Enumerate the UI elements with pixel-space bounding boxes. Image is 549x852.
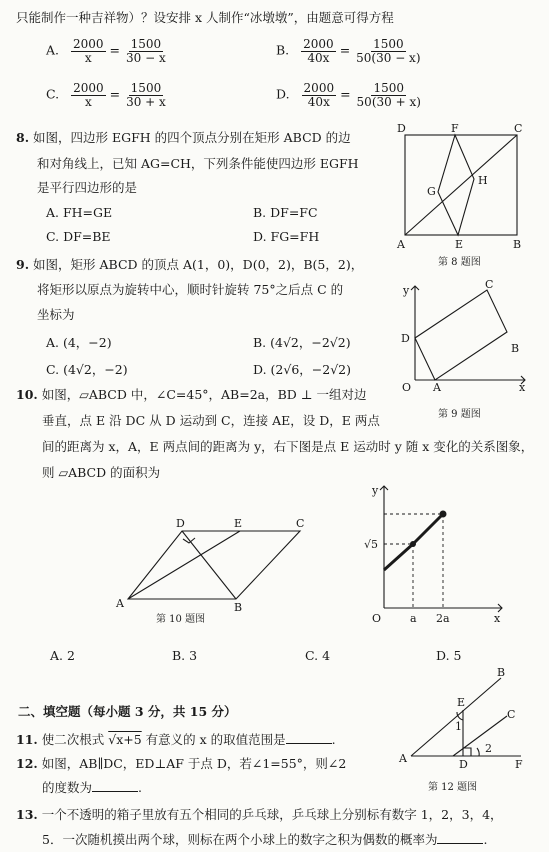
label-a: A [116, 597, 124, 610]
q12-line2: 的度数为 . [42, 780, 142, 795]
label-2a: 2a [436, 612, 450, 625]
radical-expression: √x+5 [108, 732, 142, 747]
q13-line1: 13. 一个不透明的箱子里放有五个相同的乒乓球，乒乓球上分别标有数字 1，2，3，4， [16, 807, 503, 822]
answer-blank [92, 791, 138, 792]
label-c: C [485, 278, 494, 291]
label-f: F [451, 122, 459, 135]
label-c: C [514, 122, 523, 135]
q9-option-a: A. (4，−2) [46, 335, 112, 350]
q13-line2: 5．一次随机摸出两个球，则标在两个小球上的数字之积为偶数的概率为 . [42, 832, 488, 847]
q9-line3: 坐标为 [37, 307, 75, 322]
section-2-title: 二、填空题（每小题 3 分，共 15 分） [18, 704, 237, 719]
label-h: H [478, 174, 488, 187]
point-a [410, 541, 416, 547]
q9-line2: 将矩形以原点为旋转中心，顺时针旋转 75°之后点 C 的 [37, 282, 344, 297]
label-d: D [397, 122, 406, 135]
fraction: $\frac{1500}{30 - x}$ [126, 37, 166, 65]
label-sqrt5: √5 [364, 538, 379, 551]
fig12-caption: 第 12 题图 [428, 782, 478, 793]
q7-option-d: D. $\frac{2000}{40x}$ = $\frac{1500}{50(30 + x)}$ [276, 81, 421, 109]
label-o: O [372, 612, 382, 625]
label-f: F [515, 758, 523, 771]
rectangle-abcd [415, 290, 507, 380]
label-d: D [401, 332, 410, 345]
figure-9 [395, 280, 535, 398]
q8-option-b: B. DF=FC [253, 205, 318, 220]
label-y: y [372, 484, 379, 497]
right-angle-mark [463, 748, 471, 756]
q7-stem: 只能制作一种吉祥物）？设安排 x 人制作“冰墩墩”，由题意可得方程 [16, 10, 394, 25]
label-b: B [497, 666, 506, 679]
label-x: x [519, 381, 526, 394]
label-o: O [402, 381, 412, 394]
label-g: G [427, 185, 436, 198]
option-label: A. [46, 42, 60, 58]
label-a: a [410, 612, 417, 625]
label-a: A [397, 238, 405, 251]
q10-line1: 10. 如图，▱ABCD 中，∠C=45°，AB=2a，BD ⊥ 一组对边 [16, 387, 367, 402]
label-b: B [511, 342, 520, 355]
q10-option-d: D. 5 [436, 648, 462, 663]
label-d: D [459, 758, 468, 771]
q10-option-c: C. 4 [305, 648, 331, 663]
q10-option-a: A. 2 [50, 648, 75, 663]
q9-line1: 9. 如图，矩形 ABCD 的顶点 A(1，0)，D(0，2)，B(5，2)， [16, 257, 364, 272]
q9-option-b: B. (4√2，−2√2) [253, 335, 351, 350]
segment-bd [182, 531, 236, 599]
figure-8 [395, 122, 530, 262]
label-b: B [513, 238, 522, 251]
q8-line1: 8. 如图，四边形 EGFH 的四个顶点分别在矩形 ABCD 的边 [16, 130, 351, 145]
label-a: A [433, 381, 441, 394]
label-e: E [234, 517, 243, 530]
point-2a [440, 511, 447, 518]
label-c: C [296, 517, 305, 530]
q11: 11. 使二次根式 √x+5 有意义的 x 的取值范围是 . [16, 732, 336, 747]
q9-option-d: D. (2√6，−2√2) [253, 362, 351, 377]
figure-12 [395, 666, 545, 771]
fraction: $\frac{2000}{x}$ [73, 37, 104, 65]
q8-line3: 是平行四边形的是 [37, 180, 138, 195]
q8-option-d: D. FG=FH [253, 229, 320, 244]
fig9-caption: 第 9 题图 [438, 409, 481, 420]
label-angle-1: 1 [455, 720, 462, 733]
label-c: C [507, 708, 516, 721]
quad-egfh [438, 135, 474, 235]
q10-line4: 则 ▱ABCD 的面积为 [42, 465, 161, 480]
angle-2-arc [477, 748, 479, 756]
curve-segment-2 [413, 514, 443, 544]
fraction: $\frac{1500}{50(30 + x)}$ [356, 81, 421, 109]
q8-line2: 和对角线上，已知 AG=CH，下列条件能使四边形 EGFH [37, 156, 359, 171]
fig8-caption: 第 8 题图 [438, 257, 481, 268]
segment-ae [128, 531, 240, 599]
parallelogram-abcd [128, 531, 300, 599]
answer-blank [437, 843, 483, 844]
q10-line3: 间的距离为 x，A，E 两点间的距离为 y，右下图是点 E 运动时 y 随 x 变化的关系图象， [42, 439, 534, 454]
q10-line2: 垂直，点 E 沿 DC 从 D 运动到 C，连接 AE，设 D，E 两点 [42, 413, 380, 428]
label-e: E [457, 696, 466, 709]
label-y: y [403, 284, 410, 297]
q8-option-c: C. DF=BE [46, 229, 111, 244]
q7-option-c: C. $\frac{2000}{x}$ = $\frac{1500}{30 + x}$ [46, 81, 166, 109]
curve-segment-1 [384, 544, 413, 570]
fig10-caption: 第 10 题图 [156, 614, 206, 625]
figure-10 [112, 515, 312, 615]
q9-option-c: C. (4√2，−2) [46, 362, 128, 377]
q7-option-a: A. $\frac{2000}{x}$ = $\frac{1500}{30 - x}$ [46, 37, 166, 65]
q10-option-b: B. 3 [172, 648, 198, 663]
label-e: E [455, 238, 464, 251]
q7-option-b: B. $\frac{2000}{40x}$ = $\frac{1500}{50(30 - x)}$ [276, 37, 421, 65]
fraction: $\frac{1500}{50(30 - x)}$ [356, 37, 421, 65]
q12-line1: 12. 如图，AB∥DC，ED⊥AF 于点 D，若∠1=55°，则∠2 [16, 756, 347, 771]
q8-option-a: A. FH=GE [46, 205, 113, 220]
label-d: D [176, 517, 185, 530]
figure-10-graph [360, 480, 510, 628]
fraction: $\frac{2000}{40x}$ [303, 37, 334, 65]
fraction: $\frac{2000}{x}$ [73, 81, 104, 109]
fraction: $\frac{1500}{30 + x}$ [126, 81, 166, 109]
label-a: A [399, 752, 407, 765]
label-angle-2: 2 [485, 742, 492, 755]
fraction: $\frac{2000}{40x}$ [303, 81, 335, 109]
label-x: x [494, 612, 501, 625]
label-b: B [234, 601, 243, 614]
answer-blank [286, 743, 332, 744]
